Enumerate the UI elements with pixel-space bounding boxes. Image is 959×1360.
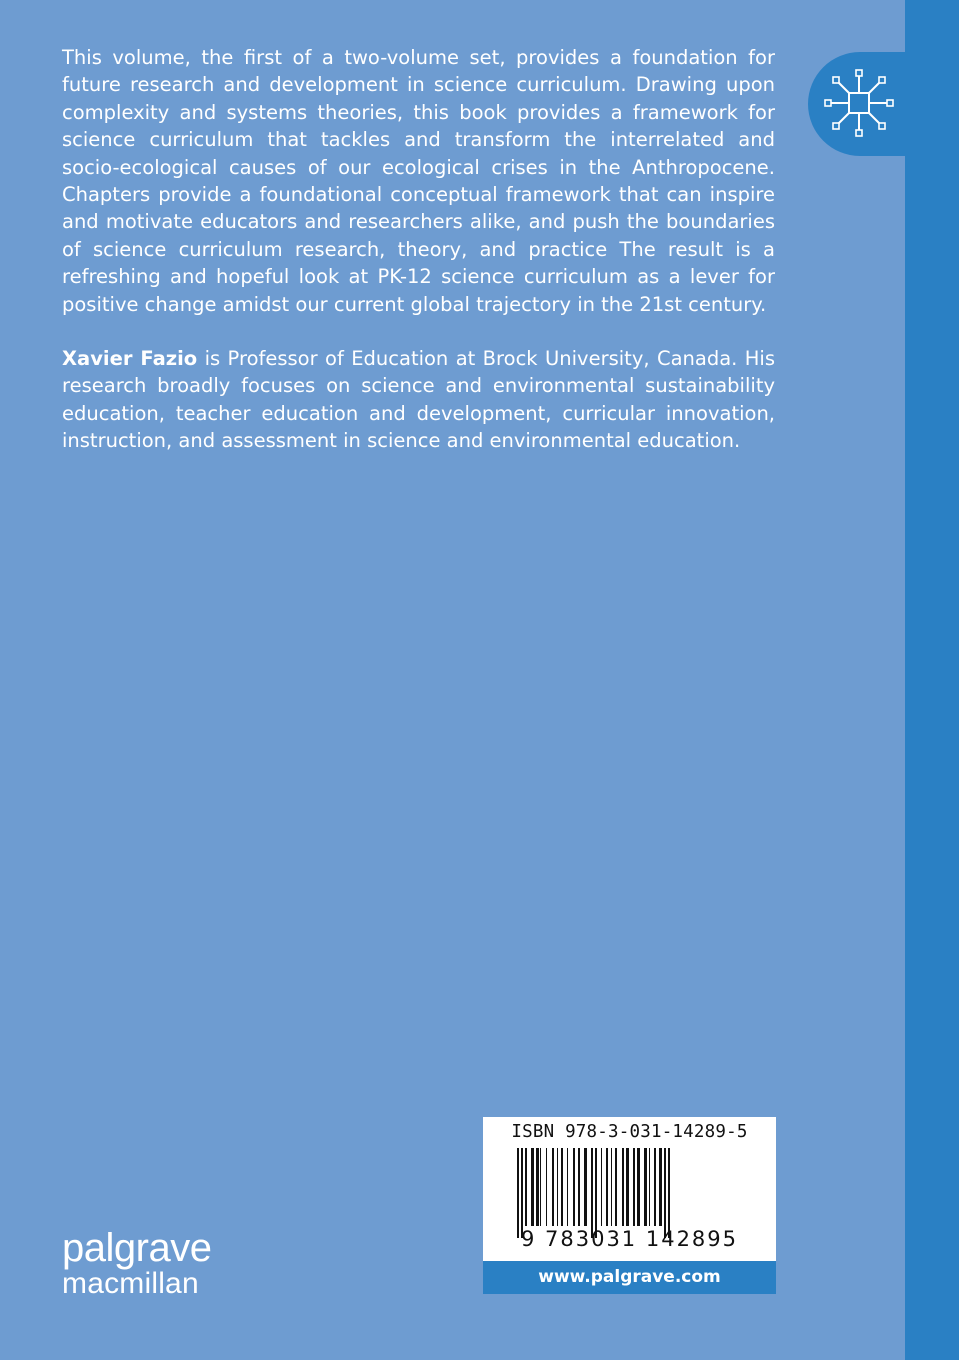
- barcode-bar: [578, 1148, 580, 1226]
- barcode-bar: [561, 1148, 563, 1226]
- barcode-bar: [668, 1148, 670, 1238]
- barcode-bar: [525, 1148, 527, 1226]
- barcode-number: 9 783031 142895: [520, 1227, 739, 1251]
- author-bio-text: is Professor of Education at Brock University, Canada. His research broadly focuses on science and environmental sustainability education, teacher education and development, curricular innovation, instruction, and assessment in science and environmental education.: [62, 347, 775, 453]
- barcode-bar: [615, 1148, 617, 1226]
- series-tab: [808, 52, 905, 156]
- blurb: [62, 44, 775, 455]
- barcode-bar: [552, 1148, 554, 1226]
- barcode-bar: [517, 1148, 519, 1238]
- author-name: Xavier Fazio: [62, 347, 198, 371]
- spine-strip: [905, 0, 959, 1360]
- barcode-bar: [536, 1148, 539, 1226]
- barcode-bar: [573, 1148, 575, 1226]
- barcode-bar: [644, 1148, 647, 1226]
- barcode-bar: [584, 1148, 587, 1226]
- barcode-bar: [664, 1148, 666, 1238]
- barcode-bar: [626, 1148, 629, 1226]
- barcode-bar: [611, 1148, 612, 1226]
- logo-line-macmillan: macmillan: [62, 1267, 199, 1300]
- barcode-bar: [659, 1148, 662, 1226]
- barcode-bar: [606, 1148, 608, 1226]
- barcode-bar: [637, 1148, 640, 1226]
- barcode-bar: [633, 1148, 635, 1226]
- publisher-logo: [62, 1228, 211, 1300]
- logo-line-palgrave: palgrave: [62, 1226, 212, 1270]
- description-paragraph: This volume, the first of a two-volume set, provides a foundation for future research and development in science curriculum. Drawing upon complexity and systems theories, this book provides a framework for science curriculum that tackles and transform the interrelated and socio-ecological causes of our ecological crises in the Anthropocene. Chapters provide a foundational conceptual framework that can inspire and motivate educators and researchers alike, and push the boundaries of science curriculum research, theory, and practice The result is a refreshing and hopeful look at PK-12 science curriculum as a lever for positive change amidst our current global trajectory in the 21st century.: [62, 46, 775, 316]
- network-nodes-icon: [824, 64, 894, 144]
- isbn-label: ISBN 978-3-031-14289-5: [511, 1122, 748, 1142]
- barcode-bar: [531, 1148, 534, 1226]
- publisher-url: www.palgrave.com: [483, 1261, 776, 1294]
- barcode-bar: [649, 1148, 650, 1226]
- barcode-bar: [546, 1148, 547, 1226]
- barcode-bar: [622, 1148, 624, 1226]
- author-bio-paragraph: [62, 345, 775, 455]
- barcode-bar: [557, 1148, 558, 1226]
- barcode-bar: [595, 1148, 597, 1238]
- barcode-panel: [483, 1117, 776, 1261]
- barcode-bar: [567, 1148, 568, 1226]
- barcode-bar: [654, 1148, 656, 1226]
- barcode-bar: [521, 1148, 523, 1238]
- barcode-bar: [591, 1148, 593, 1238]
- barcode-bar: [540, 1148, 541, 1226]
- barcode-bar: [601, 1148, 602, 1226]
